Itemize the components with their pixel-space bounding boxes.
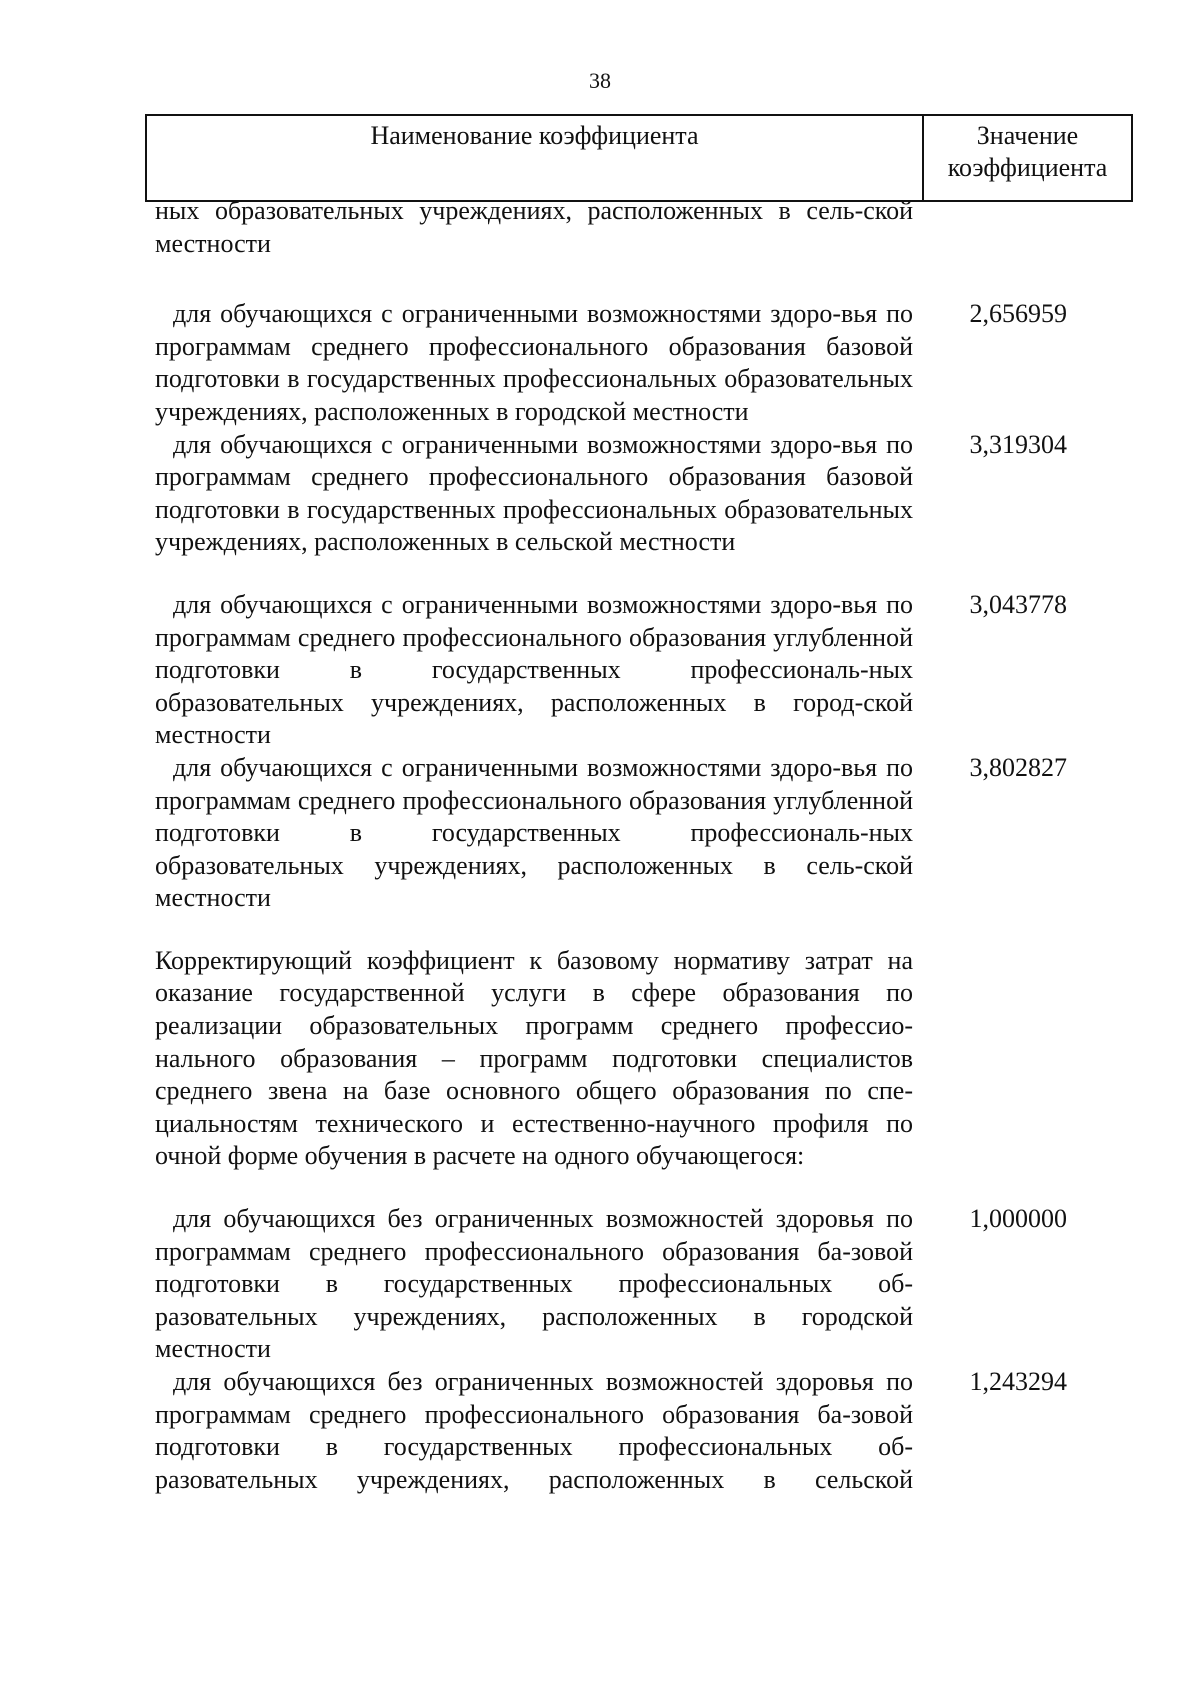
row-value: 1,000000 xyxy=(969,1204,1067,1234)
row-text: для обучающихся с ограниченными возможностями здоро-вья по программам среднего профессионального образования базовой подготовки в государственных профессиональных образовательных учреждениях, расположенных в городской местности xyxy=(155,299,913,426)
row-text: для обучающихся с ограниченными возможностями здоро-вья по программам среднего профессионального образования углубленной подготовки в государственных профессиональ-ных образовательных учреждениях, расположенных в город-ской местности xyxy=(155,589,913,750)
coefficient-value-column-header xyxy=(924,116,1131,200)
row-text: для обучающихся без ограниченных возможностей здоровья по программам среднего профессионального образования ба-зовой подготовки в государственных профессиональных об-разовательных учреждениях, расположенных в сельской xyxy=(155,1367,913,1494)
row-value: 2,656959 xyxy=(969,299,1067,329)
row-value: 1,243294 xyxy=(969,1367,1067,1396)
row-text: ных образовательных учреждениях, расположенных в сель-ской местности xyxy=(155,196,913,258)
row-value: 3,319304 xyxy=(969,429,1067,459)
row-text: для обучающихся с ограниченными возможностями здоро-вья по программам среднего профессионального образования базовой подготовки в государственных профессиональных образовательных учреждениях, расположенных в сельской местности xyxy=(155,429,913,557)
table-row xyxy=(155,195,1095,260)
table-row xyxy=(155,589,1095,752)
coefficient-name-column-header: Наименование коэффициента xyxy=(147,116,924,200)
table-row xyxy=(155,1203,1095,1366)
table-header xyxy=(145,114,1133,202)
row-text: для обучающихся без ограниченных возможностей здоровья по программам среднего профессионального образования ба-зовой подготовки в государственных профессиональных об-разовательных учреждениях, расположенных в городской местности xyxy=(155,1204,913,1364)
page-number: 38 xyxy=(589,68,611,93)
table-row xyxy=(155,298,1095,428)
section-heading-row xyxy=(155,945,1095,1173)
row-text: для обучающихся с ограниченными возможностями здоро-вья по программам среднего профессионального образования углубленной подготовки в государственных профессиональ-ных образовательных учреждениях, расположенных в сель-ской местности xyxy=(155,752,913,913)
row-value: 3,043778 xyxy=(969,589,1067,619)
table-row xyxy=(155,429,1095,559)
value-header-line-1: Значение xyxy=(976,121,1079,150)
value-header-line-2: коэффициента xyxy=(947,153,1108,182)
row-value: 3,802827 xyxy=(969,752,1067,782)
table-row xyxy=(155,1366,1095,1496)
table-row xyxy=(155,752,1095,915)
coefficient-table-body xyxy=(155,196,1095,1496)
section-heading-text: Корректирующий коэффициент к базовому нормативу затрат на оказание государственной услуги в сфере образования по реализации образовательных программ среднего профессио-нального образования – программ подготовки специалистов среднего звена на базе основного общего образования по спе-циальностям технического и естественно-научного профиля по очной форме обучения в расчете на одного обучающегося: xyxy=(155,945,913,1171)
